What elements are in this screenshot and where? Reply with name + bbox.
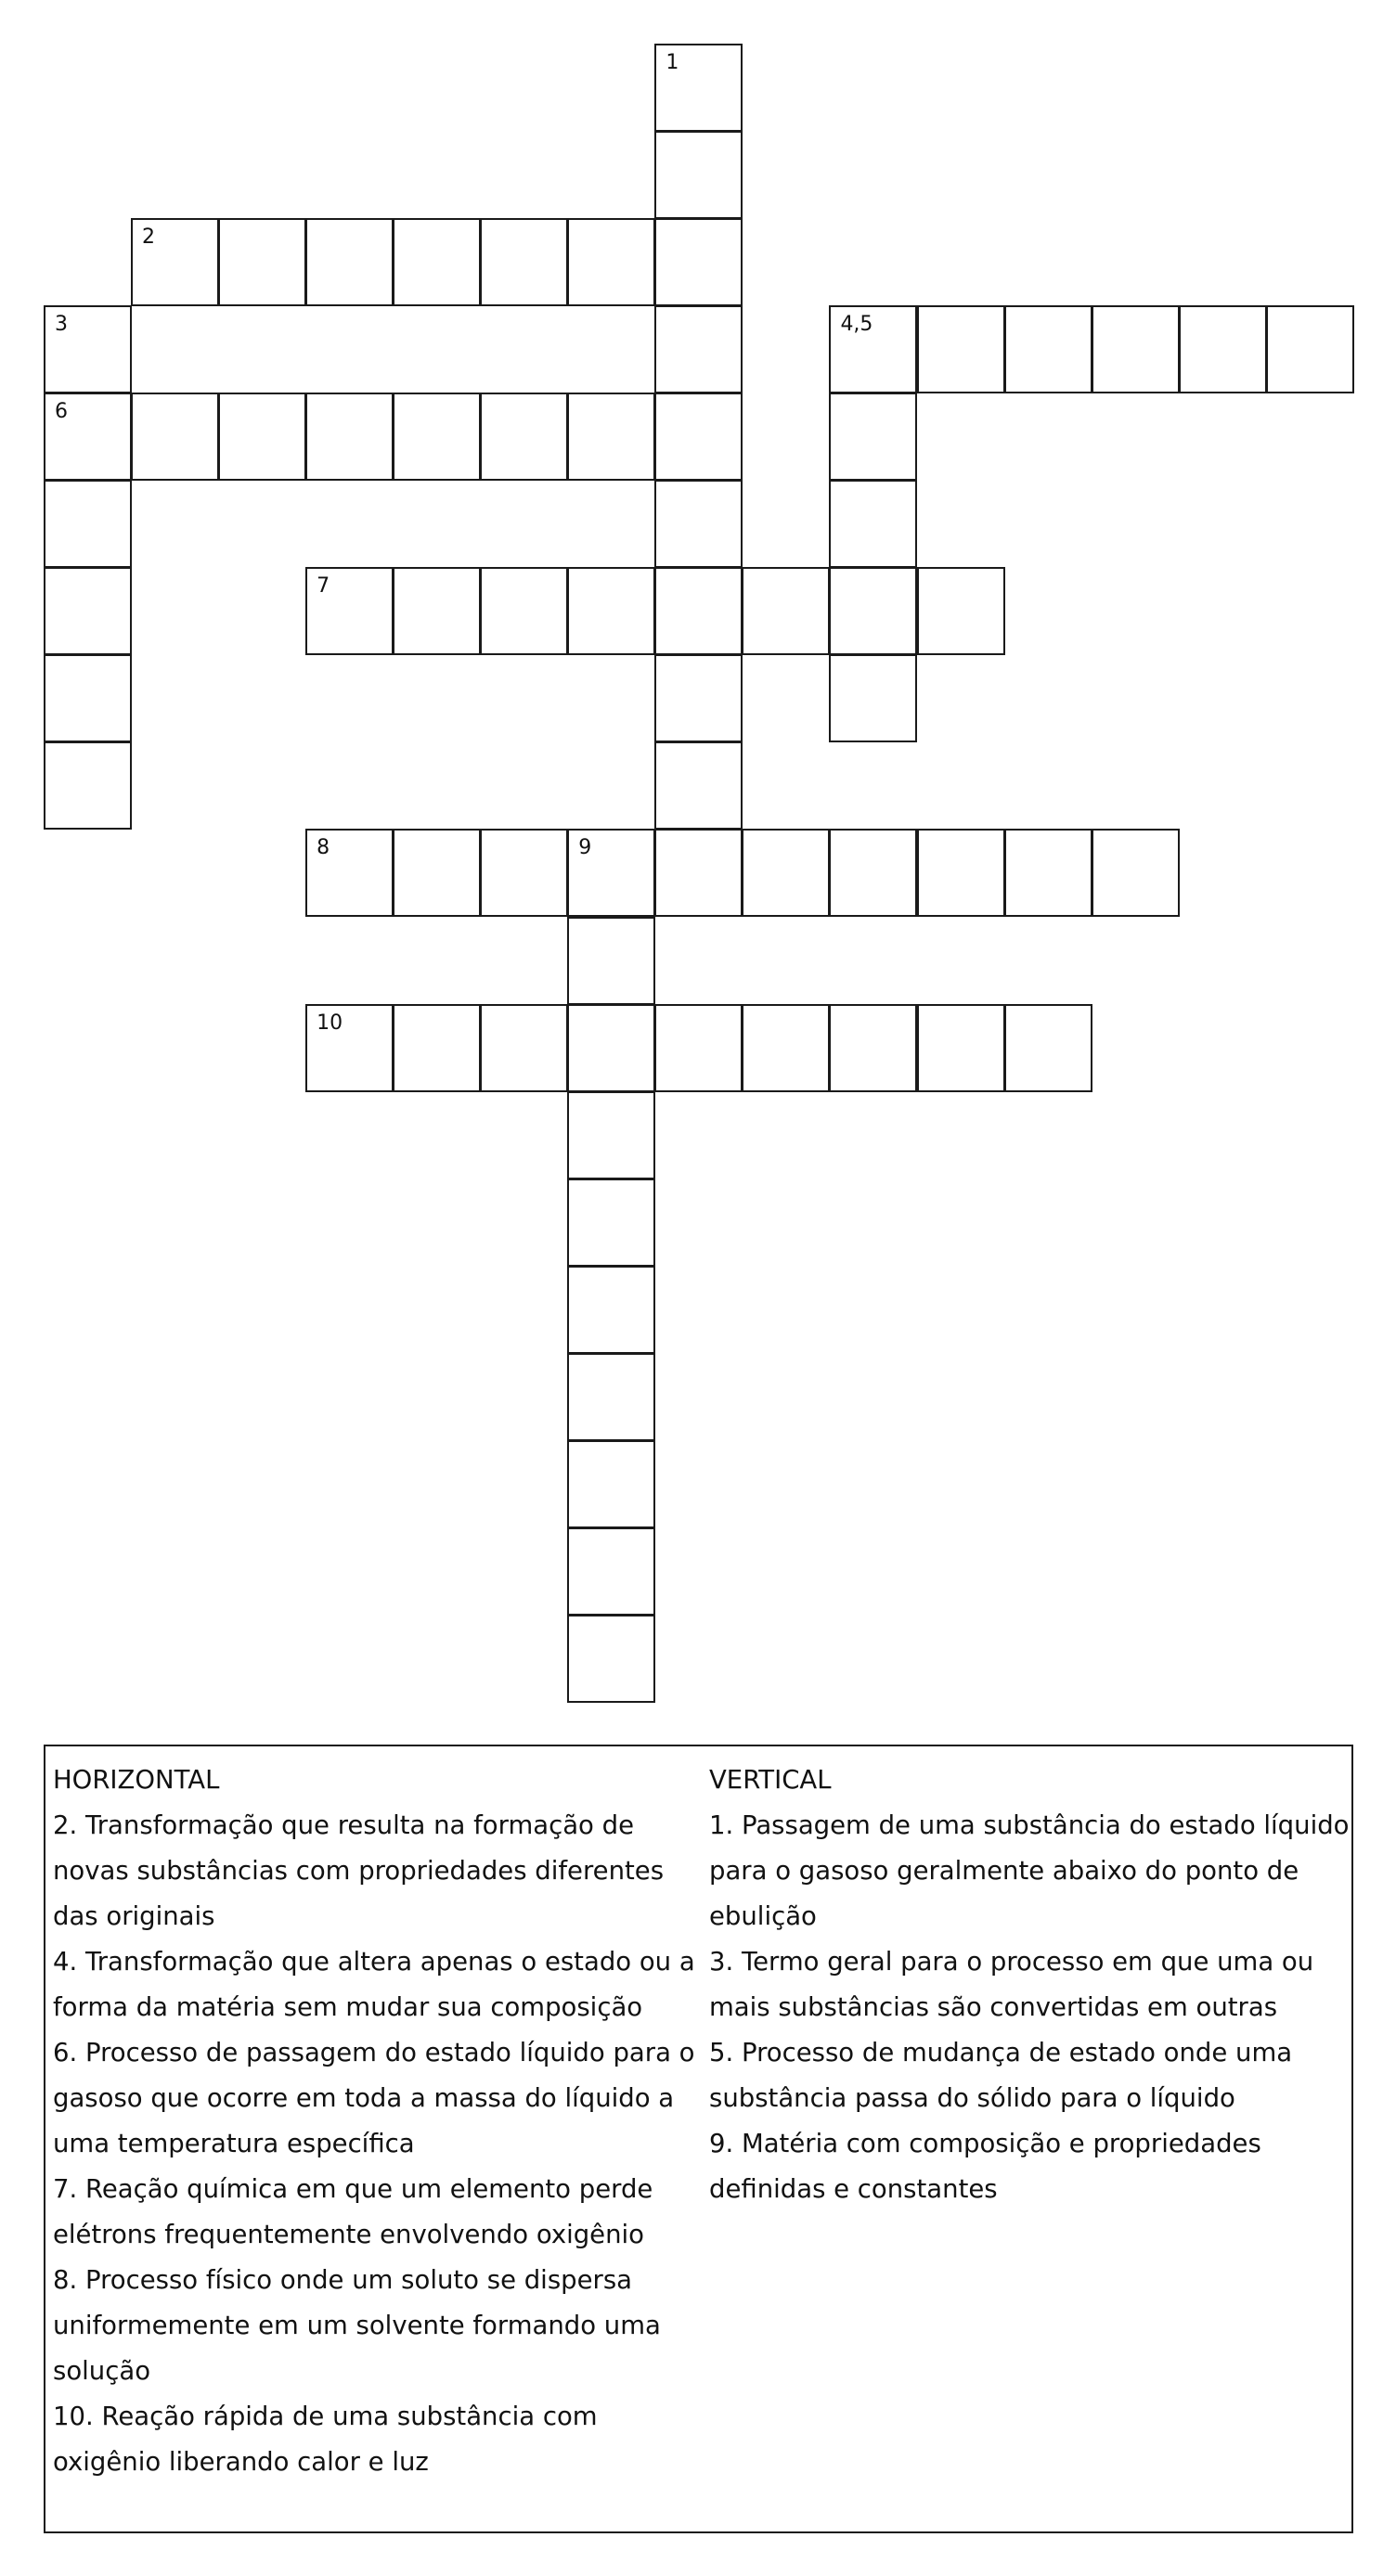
crossword-cell[interactable] (567, 917, 655, 1005)
crossword-cell[interactable] (567, 1266, 655, 1354)
clue-number: 8 (317, 836, 330, 860)
crossword-cell[interactable] (917, 829, 1005, 917)
vertical-clue-5: 5. Processo de mudança de estado onde uma substância passa do sólido para o líquido (709, 2038, 1293, 2113)
crossword-cell[interactable] (654, 480, 743, 568)
crossword-cell[interactable] (567, 1353, 655, 1441)
vertical-title: VERTICAL (709, 1765, 832, 1795)
horizontal-clue-6: 6. Processo de passagem do estado líquido para o gasoso que ocorre em toda a massa do líquido a uma temperatura específica (53, 2038, 695, 2158)
crossword-cell[interactable] (393, 567, 481, 655)
crossword-cell[interactable] (44, 741, 132, 830)
crossword-cell[interactable] (480, 567, 568, 655)
crossword-cell[interactable] (305, 567, 394, 655)
crossword-cell[interactable] (305, 218, 394, 306)
crossword-cell[interactable] (1092, 305, 1180, 393)
crossword-cell[interactable] (393, 1004, 481, 1092)
crossword-cell[interactable] (917, 1004, 1005, 1092)
crossword-cell[interactable] (1004, 1004, 1092, 1092)
crossword-cell[interactable] (654, 567, 743, 655)
crossword-cell[interactable] (1004, 305, 1092, 393)
vertical-clues (709, 1758, 1350, 2212)
crossword-cell[interactable] (44, 654, 132, 742)
clue-number: 7 (317, 574, 330, 599)
crossword-cell[interactable] (829, 393, 917, 481)
clue-number: 9 (578, 836, 592, 860)
clue-number: 6 (55, 400, 68, 424)
crossword-cell[interactable] (393, 829, 481, 917)
crossword-cell[interactable] (44, 393, 132, 481)
clue-number: 1 (666, 51, 679, 74)
crossword-cell[interactable] (742, 829, 830, 917)
crossword-cell[interactable] (829, 1004, 917, 1092)
horizontal-clue-7: 7. Reação química em que um elemento perde elétrons frequentemente envolvendo oxigênio (53, 2174, 653, 2249)
crossword-cell[interactable] (742, 1004, 830, 1092)
crossword-cell[interactable] (44, 567, 132, 655)
crossword-cell[interactable] (1266, 305, 1354, 393)
crossword-cell[interactable] (44, 305, 132, 393)
horizontal-clue-10: 10. Reação rápida de uma substância com oxigênio liberando calor e luz (53, 2402, 598, 2477)
crossword-cell[interactable] (1004, 829, 1092, 917)
crossword-cell[interactable] (654, 654, 743, 742)
crossword-cell[interactable] (654, 218, 743, 306)
crossword-cell[interactable] (829, 567, 917, 655)
horizontal-title: HORIZONTAL (53, 1765, 220, 1795)
clue-number: 2 (142, 225, 156, 250)
crossword-cell[interactable] (305, 393, 394, 481)
clue-number: 10 (317, 1011, 343, 1035)
crossword-cell[interactable] (480, 393, 568, 481)
crossword-cell[interactable] (1179, 305, 1267, 393)
crossword-cell[interactable] (131, 218, 219, 306)
horizontal-clue-4: 4. Transformação que altera apenas o estado ou a forma da matéria sem mudar sua composição (53, 1947, 695, 2022)
crossword-cell[interactable] (654, 131, 743, 219)
crossword-cell[interactable] (218, 393, 306, 481)
crossword-cell[interactable] (567, 1091, 655, 1179)
crossword-cell[interactable] (654, 305, 743, 393)
vertical-clue-9: 9. Matéria com composição e propriedades definidas e constantes (709, 2129, 1261, 2204)
crossword-cell[interactable] (654, 393, 743, 481)
crossword-cell[interactable] (567, 393, 655, 481)
crossword-cell[interactable] (567, 1179, 655, 1267)
crossword-cell[interactable] (480, 829, 568, 917)
crossword-cell[interactable] (567, 829, 655, 917)
crossword-cell[interactable] (829, 829, 917, 917)
crossword-cell[interactable] (305, 829, 394, 917)
clues-box (44, 1745, 1353, 2533)
crossword-cell[interactable] (567, 218, 655, 306)
crossword-cell[interactable] (917, 305, 1005, 393)
crossword-cell[interactable] (654, 1004, 743, 1092)
horizontal-clue-8: 8. Processo físico onde um soluto se dispersa uniformemente em um solvente formando uma solução (53, 2265, 661, 2386)
crossword-cell[interactable] (829, 654, 917, 742)
crossword-cell[interactable] (1092, 829, 1180, 917)
crossword-cell[interactable] (305, 1004, 394, 1092)
crossword-cell[interactable] (480, 1004, 568, 1092)
horizontal-clues (53, 1758, 703, 2485)
clue-number: 4,5 (840, 313, 873, 337)
clue-number: 3 (55, 313, 68, 337)
crossword-cell[interactable] (829, 305, 917, 393)
crossword-cell[interactable] (654, 829, 743, 917)
crossword-cell[interactable] (393, 393, 481, 481)
vertical-clue-1: 1. Passagem de uma substância do estado líquido para o gasoso geralmente abaixo do ponto de ebulição (709, 1810, 1350, 1931)
crossword-cell[interactable] (480, 218, 568, 306)
crossword-cell[interactable] (742, 567, 830, 655)
crossword-cell[interactable] (654, 44, 743, 132)
vertical-clue-3: 3. Termo geral para o processo em que uma ou mais substâncias são convertidas em outras (709, 1947, 1314, 2022)
crossword-cell[interactable] (218, 218, 306, 306)
crossword-cell[interactable] (654, 741, 743, 830)
crossword-cell[interactable] (567, 1615, 655, 1703)
crossword-cell[interactable] (567, 567, 655, 655)
crossword-cell[interactable] (567, 1527, 655, 1616)
crossword-cell[interactable] (567, 1440, 655, 1528)
crossword-cell[interactable] (829, 480, 917, 568)
crossword-cell[interactable] (917, 567, 1005, 655)
crossword-cell[interactable] (393, 218, 481, 306)
crossword-cell[interactable] (44, 480, 132, 568)
crossword-cell[interactable] (131, 393, 219, 481)
horizontal-clue-2: 2. Transformação que resulta na formação de novas substâncias com propriedades diferentes das originais (53, 1810, 665, 1931)
crossword-cell[interactable] (567, 1004, 655, 1092)
